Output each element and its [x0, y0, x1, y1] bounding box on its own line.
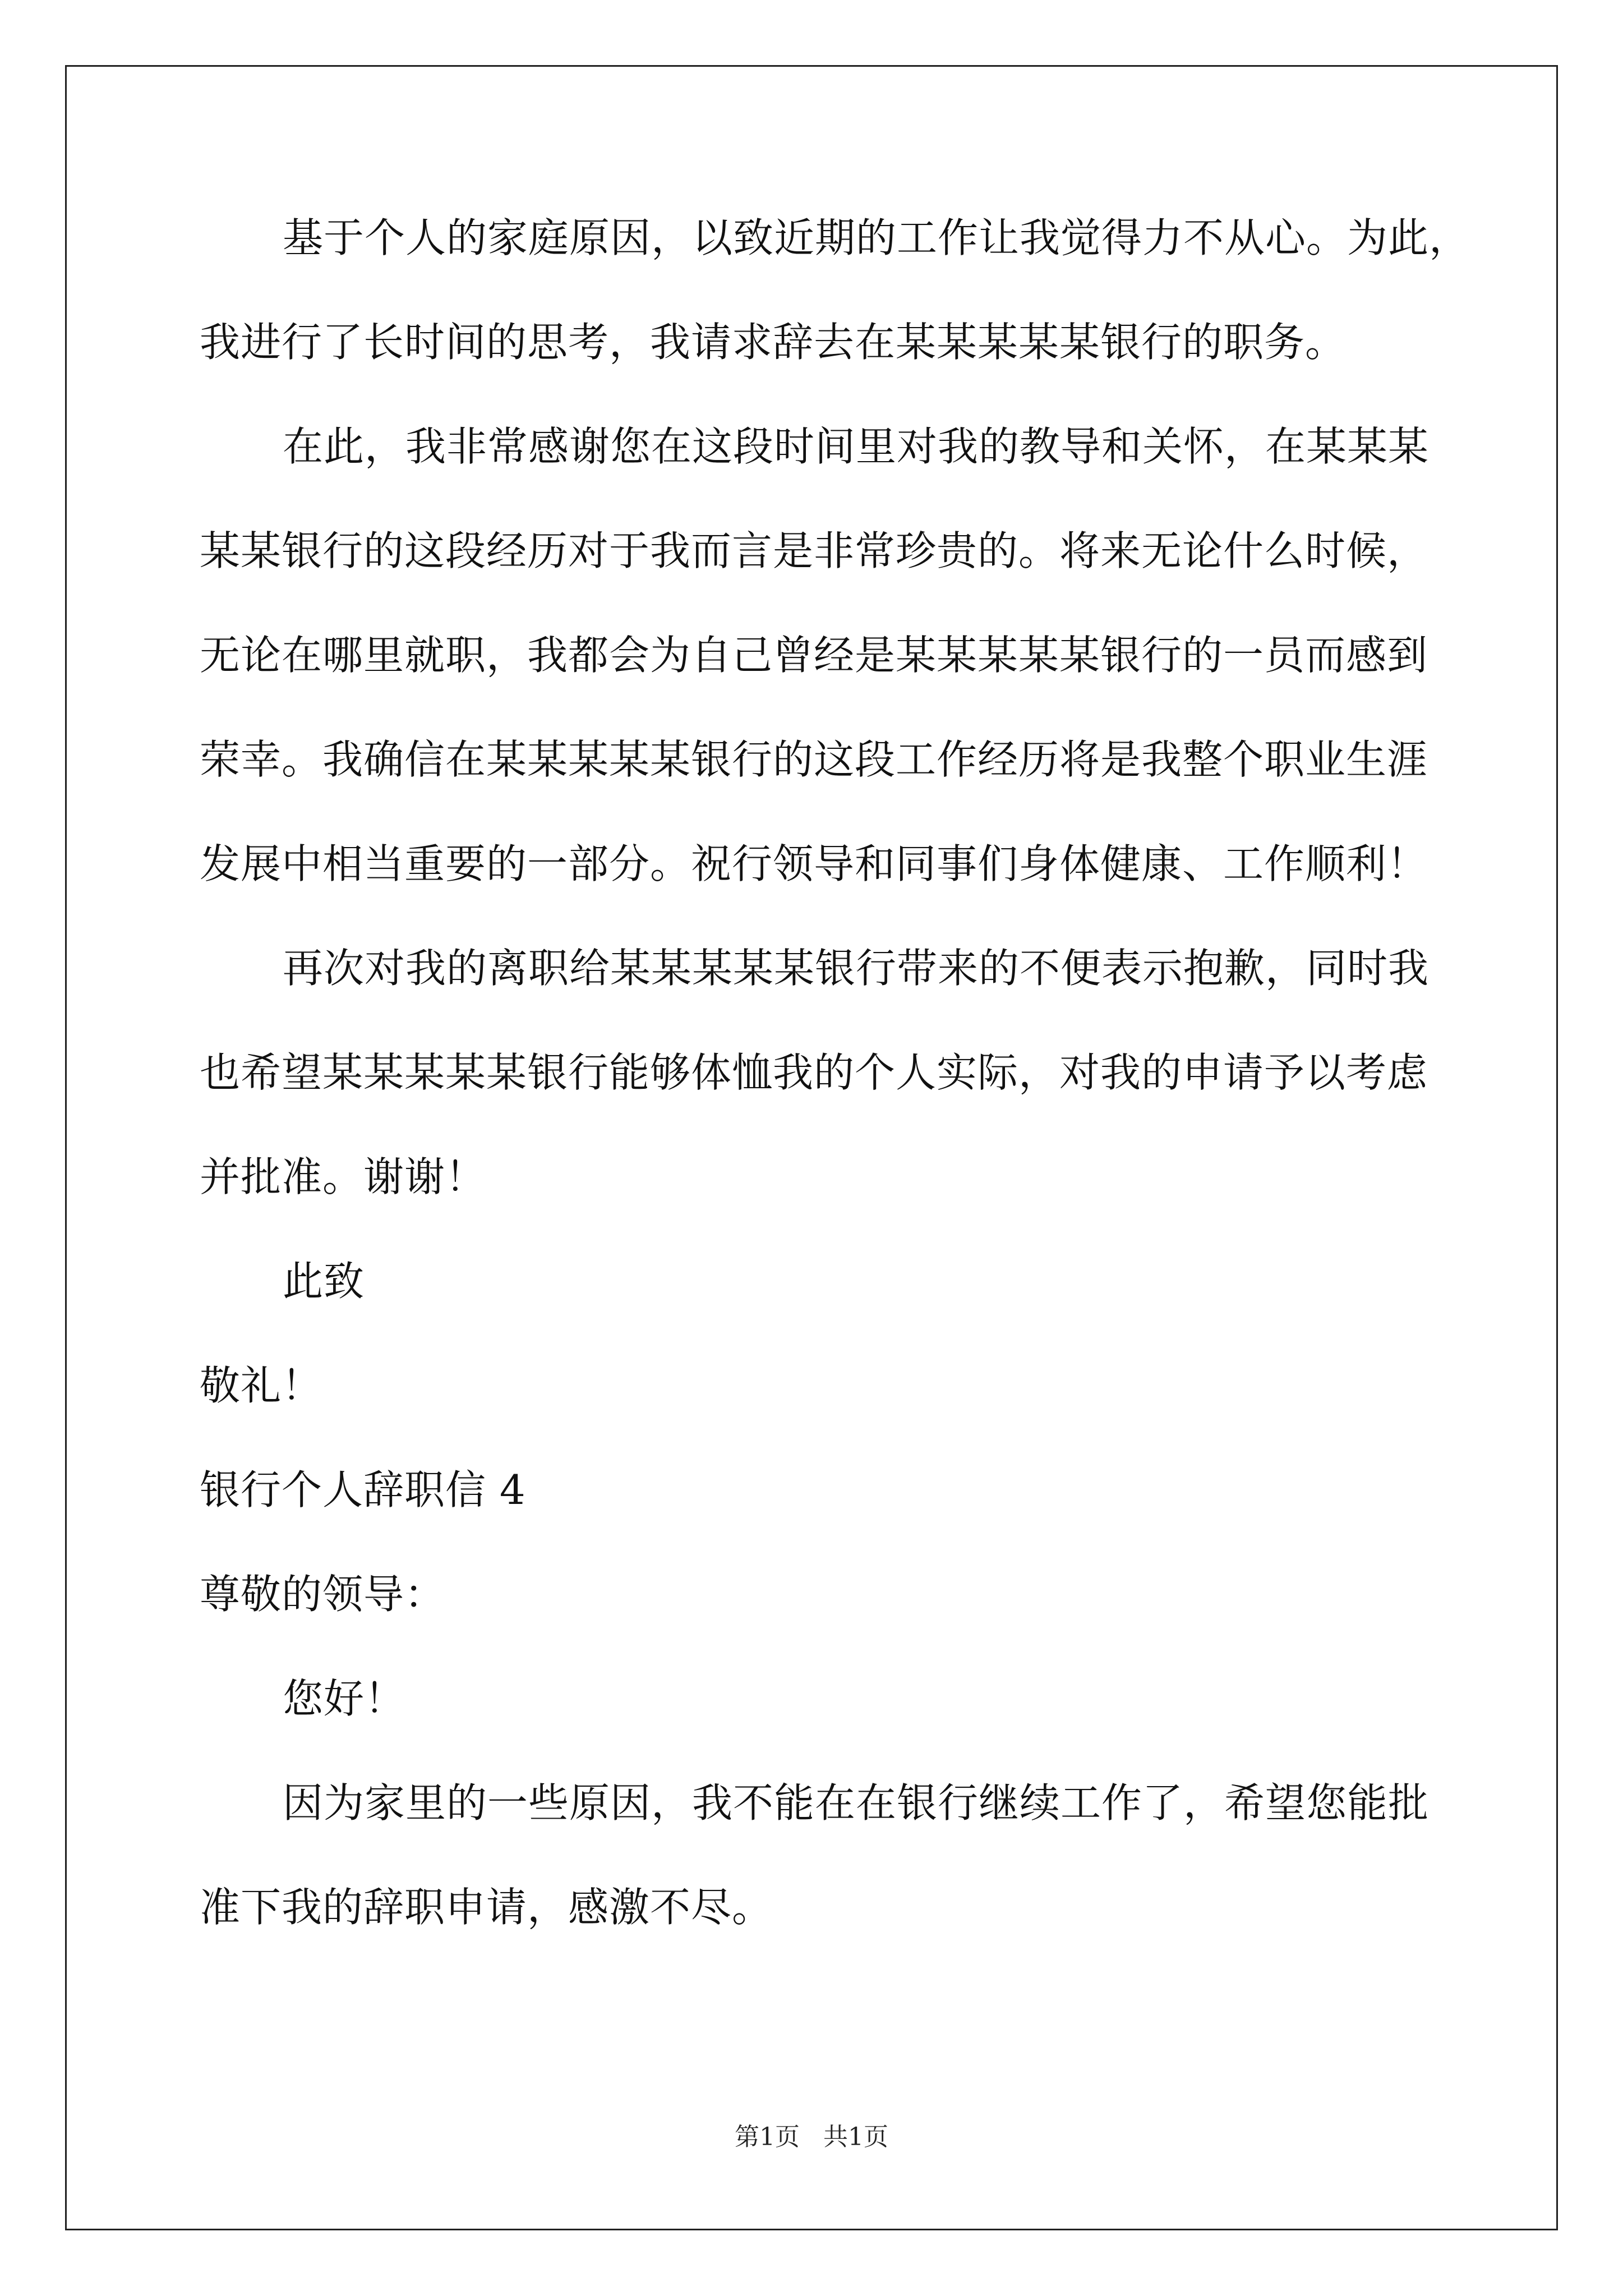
paragraph-4-line-2: 准下我的辞职申请，感激不尽。 [200, 1884, 773, 1931]
letter-addressee: 尊敬的领导： [200, 1571, 446, 1618]
letter-greeting: 您好！ [283, 1675, 406, 1722]
closing-salutation: 此致 [283, 1258, 365, 1305]
page-number: 第1页 [735, 2123, 800, 2151]
paragraph-2-line-4: 荣幸。我确信在某某某某某银行的这段工作经历将是我整个职业生涯 [200, 736, 1428, 783]
paragraph-2-line-1: 在此，我非常感谢您在这段时间里对我的教导和关怀，在某某某 [283, 423, 1430, 470]
paragraph-2-line-3: 无论在哪里就职，我都会为自己曾经是某某某某某银行的一员而感到 [200, 632, 1428, 679]
paragraph-2-line-2: 某某银行的这段经历对于我而言是非常珍贵的。将来无论什么时候， [200, 527, 1428, 574]
closing-regards: 敬礼！ [200, 1362, 323, 1409]
paragraph-2-line-5: 发展中相当重要的一部分。祝行领导和同事们身体健康、工作顺利！ [200, 840, 1428, 887]
page-footer [0, 2120, 1623, 2154]
paragraph-3-line-2: 也希望某某某某某银行能够体恤我的个人实际，对我的申请予以考虑 [200, 1049, 1428, 1096]
page-total: 共1页 [823, 2123, 888, 2151]
paragraph-1-line-2: 我进行了长时间的思考，我请求辞去在某某某某某银行的职务。 [200, 319, 1347, 366]
section-title: 银行个人辞职信 4 [200, 1466, 526, 1513]
paragraph-4-line-1: 因为家里的一些原因，我不能在在银行继续工作了，希望您能批 [283, 1779, 1430, 1826]
paragraph-3-line-1: 再次对我的离职给某某某某某银行带来的不便表示抱歉，同时我 [283, 945, 1430, 992]
paragraph-1-line-1: 基于个人的家庭原因，以致近期的工作让我觉得力不从心。为此， [283, 214, 1470, 261]
paragraph-3-line-3: 并批准。谢谢！ [200, 1153, 487, 1200]
